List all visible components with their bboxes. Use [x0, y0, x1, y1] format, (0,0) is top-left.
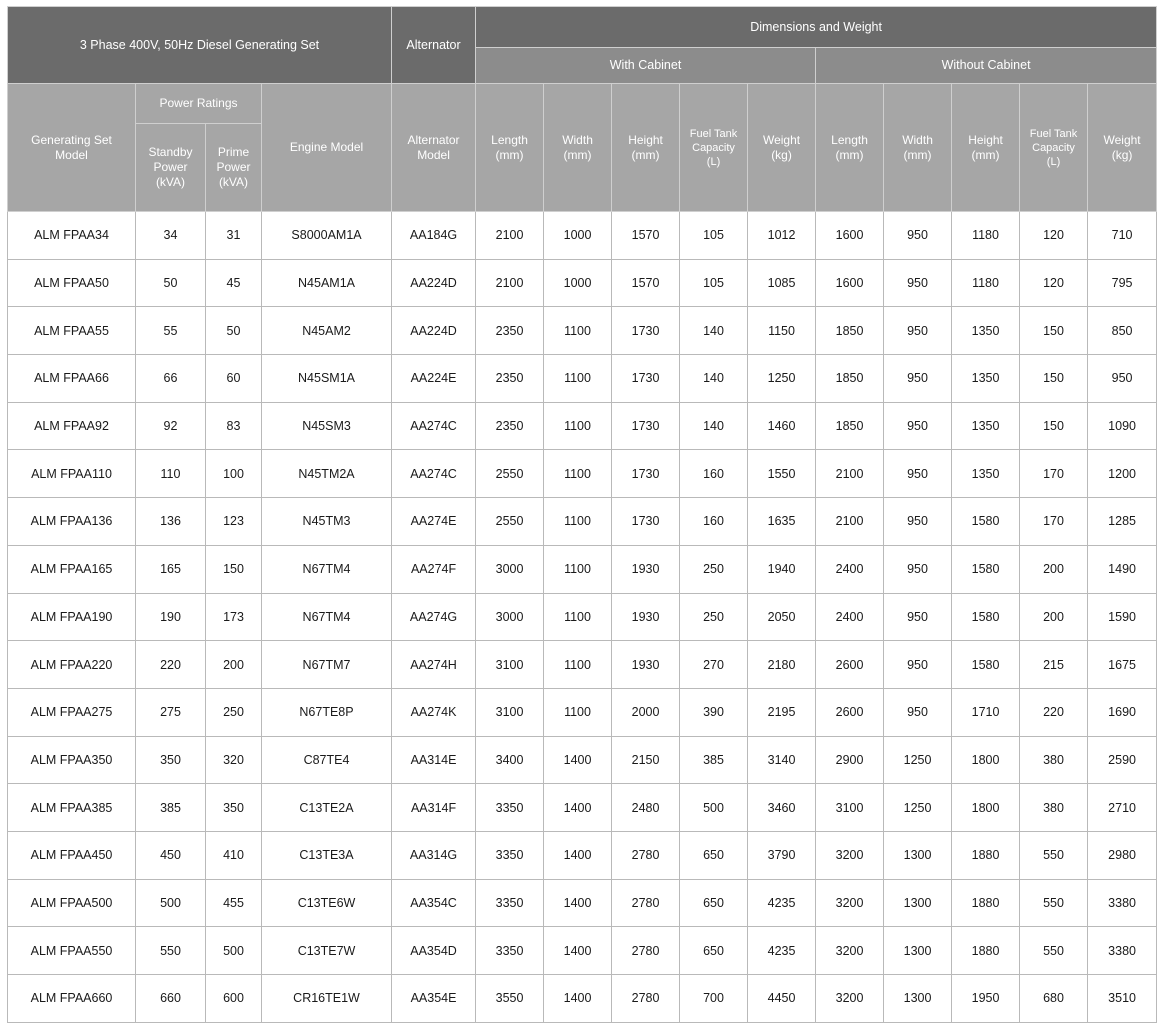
cell-without-width: 1250	[884, 736, 952, 784]
cell-alternator-model: AA274K	[392, 688, 476, 736]
cell-without-fuel-tank: 120	[1020, 259, 1088, 307]
cell-with-fuel-tank: 160	[680, 498, 748, 546]
cell-with-height: 1730	[612, 355, 680, 403]
cell-with-weight: 1635	[748, 498, 816, 546]
cell-alternator-model: AA184G	[392, 212, 476, 260]
cell-model: ALM FPAA190	[8, 593, 136, 641]
table-row	[8, 879, 1157, 927]
cell-without-width: 950	[884, 641, 952, 689]
cell-prime-power: 200	[206, 641, 262, 689]
cell-with-height: 2780	[612, 975, 680, 1023]
cell-without-weight: 1090	[1088, 402, 1157, 450]
table-row	[8, 831, 1157, 879]
cell-without-fuel-tank: 680	[1020, 975, 1088, 1023]
cell-standby-power: 136	[136, 498, 206, 546]
table-row	[8, 641, 1157, 689]
cell-standby-power: 92	[136, 402, 206, 450]
cell-prime-power: 150	[206, 545, 262, 593]
cell-engine-model: N45TM3	[262, 498, 392, 546]
cell-model: ALM FPAA350	[8, 736, 136, 784]
cell-engine-model: N45SM1A	[262, 355, 392, 403]
cell-with-height: 2480	[612, 784, 680, 832]
cell-with-width: 1400	[544, 736, 612, 784]
table-row	[8, 975, 1157, 1023]
cell-without-weight: 795	[1088, 259, 1157, 307]
cell-standby-power: 550	[136, 927, 206, 975]
cell-with-fuel-tank: 160	[680, 450, 748, 498]
cell-without-weight: 950	[1088, 355, 1157, 403]
cell-standby-power: 165	[136, 545, 206, 593]
cell-without-weight: 1285	[1088, 498, 1157, 546]
cell-without-weight: 2710	[1088, 784, 1157, 832]
cell-with-width: 1400	[544, 831, 612, 879]
generator-spec-table	[7, 6, 1157, 1023]
cell-without-length: 1600	[816, 259, 884, 307]
cell-with-fuel-tank: 650	[680, 831, 748, 879]
cell-without-weight: 1590	[1088, 593, 1157, 641]
cell-with-width: 1400	[544, 879, 612, 927]
cell-without-fuel-tank: 150	[1020, 355, 1088, 403]
table-title: 3 Phase 400V, 50Hz Diesel Generating Set	[8, 7, 392, 84]
cell-with-weight: 1550	[748, 450, 816, 498]
cell-with-height: 1930	[612, 593, 680, 641]
cell-with-weight: 2050	[748, 593, 816, 641]
cell-with-weight: 1940	[748, 545, 816, 593]
dimensions-weight-header: Dimensions and Weight	[476, 7, 1157, 48]
cell-model: ALM FPAA92	[8, 402, 136, 450]
cell-with-length: 2100	[476, 259, 544, 307]
cell-with-width: 1100	[544, 402, 612, 450]
table-row	[8, 927, 1157, 975]
col-with-cabinet-width: Width (mm)	[544, 84, 612, 212]
cell-without-fuel-tank: 380	[1020, 736, 1088, 784]
cell-without-width: 1250	[884, 784, 952, 832]
cell-standby-power: 350	[136, 736, 206, 784]
cell-with-length: 3100	[476, 688, 544, 736]
cell-with-width: 1100	[544, 498, 612, 546]
cell-with-fuel-tank: 390	[680, 688, 748, 736]
cell-standby-power: 110	[136, 450, 206, 498]
cell-prime-power: 60	[206, 355, 262, 403]
table-row	[8, 402, 1157, 450]
cell-without-fuel-tank: 550	[1020, 831, 1088, 879]
cell-with-width: 1400	[544, 784, 612, 832]
cell-model: ALM FPAA660	[8, 975, 136, 1023]
table-row	[8, 259, 1157, 307]
cell-with-fuel-tank: 250	[680, 545, 748, 593]
cell-prime-power: 600	[206, 975, 262, 1023]
cell-without-weight: 2980	[1088, 831, 1157, 879]
cell-without-length: 2600	[816, 688, 884, 736]
table-row	[8, 545, 1157, 593]
cell-without-fuel-tank: 200	[1020, 593, 1088, 641]
cell-prime-power: 50	[206, 307, 262, 355]
cell-with-length: 2350	[476, 402, 544, 450]
cell-without-length: 2900	[816, 736, 884, 784]
table-row	[8, 688, 1157, 736]
cell-without-length: 1850	[816, 355, 884, 403]
cell-with-length: 3100	[476, 641, 544, 689]
cell-with-width: 1000	[544, 259, 612, 307]
cell-with-height: 2780	[612, 831, 680, 879]
col-standby-power: Standby Power (kVA)	[136, 124, 206, 212]
table-body	[8, 212, 1157, 1023]
cell-without-length: 1850	[816, 307, 884, 355]
cell-with-length: 2550	[476, 450, 544, 498]
cell-with-length: 2350	[476, 355, 544, 403]
table-header	[8, 7, 1157, 212]
cell-without-length: 2100	[816, 450, 884, 498]
cell-alternator-model: AA274H	[392, 641, 476, 689]
cell-without-width: 950	[884, 402, 952, 450]
table-row	[8, 307, 1157, 355]
cell-with-height: 1930	[612, 641, 680, 689]
cell-engine-model: N45AM2	[262, 307, 392, 355]
cell-model: ALM FPAA450	[8, 831, 136, 879]
col-without-cabinet-length: Length (mm)	[816, 84, 884, 212]
cell-with-length: 3000	[476, 545, 544, 593]
cell-with-weight: 2195	[748, 688, 816, 736]
cell-without-weight: 2590	[1088, 736, 1157, 784]
cell-alternator-model: AA274C	[392, 450, 476, 498]
cell-with-weight: 3790	[748, 831, 816, 879]
cell-with-weight: 3460	[748, 784, 816, 832]
cell-with-width: 1100	[544, 450, 612, 498]
cell-with-height: 2150	[612, 736, 680, 784]
cell-prime-power: 500	[206, 927, 262, 975]
cell-engine-model: C87TE4	[262, 736, 392, 784]
cell-without-height: 1800	[952, 784, 1020, 832]
cell-without-fuel-tank: 380	[1020, 784, 1088, 832]
cell-without-height: 1880	[952, 879, 1020, 927]
cell-with-weight: 3140	[748, 736, 816, 784]
cell-without-width: 1300	[884, 879, 952, 927]
cell-without-width: 950	[884, 545, 952, 593]
cell-standby-power: 50	[136, 259, 206, 307]
with-cabinet-header: With Cabinet	[476, 48, 816, 84]
cell-without-height: 1800	[952, 736, 1020, 784]
cell-standby-power: 34	[136, 212, 206, 260]
cell-engine-model: N67TM4	[262, 545, 392, 593]
cell-without-height: 1580	[952, 593, 1020, 641]
col-prime-power: Prime Power (kVA)	[206, 124, 262, 212]
power-ratings-header: Power Ratings	[136, 84, 262, 124]
cell-engine-model: N67TE8P	[262, 688, 392, 736]
cell-without-fuel-tank: 120	[1020, 212, 1088, 260]
cell-without-height: 1580	[952, 641, 1020, 689]
cell-without-length: 2400	[816, 545, 884, 593]
col-with-cabinet-fuel-tank: Fuel Tank Capacity (L)	[680, 84, 748, 212]
cell-without-fuel-tank: 170	[1020, 498, 1088, 546]
cell-with-width: 1400	[544, 927, 612, 975]
cell-without-height: 1580	[952, 498, 1020, 546]
cell-without-height: 1880	[952, 831, 1020, 879]
cell-without-height: 1180	[952, 212, 1020, 260]
cell-without-fuel-tank: 550	[1020, 927, 1088, 975]
cell-with-weight: 4235	[748, 927, 816, 975]
cell-with-height: 2780	[612, 927, 680, 975]
cell-without-fuel-tank: 150	[1020, 402, 1088, 450]
cell-with-fuel-tank: 700	[680, 975, 748, 1023]
cell-without-height: 1350	[952, 450, 1020, 498]
cell-with-width: 1100	[544, 545, 612, 593]
cell-prime-power: 123	[206, 498, 262, 546]
cell-with-height: 2780	[612, 879, 680, 927]
cell-with-fuel-tank: 140	[680, 355, 748, 403]
col-without-cabinet-fuel-tank: Fuel Tank Capacity (L)	[1020, 84, 1088, 212]
cell-model: ALM FPAA385	[8, 784, 136, 832]
cell-engine-model: N45SM3	[262, 402, 392, 450]
cell-alternator-model: AA224E	[392, 355, 476, 403]
cell-without-length: 1600	[816, 212, 884, 260]
cell-with-fuel-tank: 250	[680, 593, 748, 641]
cell-without-height: 1180	[952, 259, 1020, 307]
cell-without-width: 950	[884, 498, 952, 546]
cell-with-height: 1730	[612, 402, 680, 450]
cell-without-height: 1950	[952, 975, 1020, 1023]
cell-standby-power: 450	[136, 831, 206, 879]
col-without-cabinet-weight: Weight (kg)	[1088, 84, 1157, 212]
cell-with-fuel-tank: 140	[680, 307, 748, 355]
cell-without-weight: 1690	[1088, 688, 1157, 736]
cell-with-length: 2550	[476, 498, 544, 546]
cell-with-length: 3350	[476, 879, 544, 927]
cell-without-width: 950	[884, 688, 952, 736]
cell-model: ALM FPAA550	[8, 927, 136, 975]
cell-without-height: 1350	[952, 307, 1020, 355]
cell-without-length: 2600	[816, 641, 884, 689]
cell-model: ALM FPAA34	[8, 212, 136, 260]
cell-without-fuel-tank: 220	[1020, 688, 1088, 736]
cell-alternator-model: AA274C	[392, 402, 476, 450]
cell-with-fuel-tank: 650	[680, 927, 748, 975]
cell-model: ALM FPAA220	[8, 641, 136, 689]
cell-with-length: 2100	[476, 212, 544, 260]
cell-without-width: 950	[884, 307, 952, 355]
cell-with-width: 1400	[544, 975, 612, 1023]
cell-without-fuel-tank: 215	[1020, 641, 1088, 689]
cell-prime-power: 350	[206, 784, 262, 832]
col-without-cabinet-height: Height (mm)	[952, 84, 1020, 212]
cell-engine-model: S8000AM1A	[262, 212, 392, 260]
cell-with-weight: 1250	[748, 355, 816, 403]
cell-with-weight: 4235	[748, 879, 816, 927]
cell-with-length: 3400	[476, 736, 544, 784]
cell-engine-model: CR16TE1W	[262, 975, 392, 1023]
cell-alternator-model: AA274F	[392, 545, 476, 593]
cell-prime-power: 83	[206, 402, 262, 450]
cell-model: ALM FPAA50	[8, 259, 136, 307]
cell-engine-model: N45TM2A	[262, 450, 392, 498]
cell-with-weight: 1460	[748, 402, 816, 450]
cell-prime-power: 250	[206, 688, 262, 736]
cell-with-height: 1570	[612, 259, 680, 307]
cell-model: ALM FPAA55	[8, 307, 136, 355]
cell-prime-power: 320	[206, 736, 262, 784]
cell-prime-power: 410	[206, 831, 262, 879]
cell-model: ALM FPAA66	[8, 355, 136, 403]
cell-engine-model: C13TE3A	[262, 831, 392, 879]
cell-with-fuel-tank: 650	[680, 879, 748, 927]
cell-with-width: 1100	[544, 688, 612, 736]
cell-alternator-model: AA314G	[392, 831, 476, 879]
cell-without-length: 3200	[816, 975, 884, 1023]
cell-with-height: 1730	[612, 450, 680, 498]
cell-without-length: 2100	[816, 498, 884, 546]
cell-without-weight: 3380	[1088, 927, 1157, 975]
cell-without-length: 3100	[816, 784, 884, 832]
cell-standby-power: 190	[136, 593, 206, 641]
cell-with-width: 1100	[544, 355, 612, 403]
table-row	[8, 784, 1157, 832]
cell-with-weight: 4450	[748, 975, 816, 1023]
cell-without-length: 3200	[816, 927, 884, 975]
cell-alternator-model: AA354E	[392, 975, 476, 1023]
cell-with-height: 1570	[612, 212, 680, 260]
cell-with-fuel-tank: 105	[680, 212, 748, 260]
cell-with-length: 2350	[476, 307, 544, 355]
cell-with-height: 2000	[612, 688, 680, 736]
table-row	[8, 355, 1157, 403]
cell-with-weight: 2180	[748, 641, 816, 689]
cell-with-height: 1730	[612, 307, 680, 355]
cell-alternator-model: AA314F	[392, 784, 476, 832]
cell-with-length: 3000	[476, 593, 544, 641]
cell-prime-power: 100	[206, 450, 262, 498]
cell-standby-power: 660	[136, 975, 206, 1023]
cell-without-weight: 1490	[1088, 545, 1157, 593]
without-cabinet-header: Without Cabinet	[816, 48, 1157, 84]
cell-alternator-model: AA354D	[392, 927, 476, 975]
cell-engine-model: N67TM4	[262, 593, 392, 641]
cell-prime-power: 173	[206, 593, 262, 641]
cell-standby-power: 66	[136, 355, 206, 403]
cell-without-length: 3200	[816, 831, 884, 879]
cell-alternator-model: AA354C	[392, 879, 476, 927]
cell-without-fuel-tank: 200	[1020, 545, 1088, 593]
col-with-cabinet-height: Height (mm)	[612, 84, 680, 212]
cell-with-fuel-tank: 500	[680, 784, 748, 832]
cell-without-height: 1350	[952, 402, 1020, 450]
cell-with-width: 1100	[544, 641, 612, 689]
cell-without-height: 1710	[952, 688, 1020, 736]
cell-model: ALM FPAA110	[8, 450, 136, 498]
cell-with-weight: 1150	[748, 307, 816, 355]
cell-without-height: 1880	[952, 927, 1020, 975]
cell-without-fuel-tank: 170	[1020, 450, 1088, 498]
cell-without-width: 1300	[884, 975, 952, 1023]
cell-standby-power: 275	[136, 688, 206, 736]
cell-without-length: 3200	[816, 879, 884, 927]
cell-without-weight: 1675	[1088, 641, 1157, 689]
cell-without-length: 2400	[816, 593, 884, 641]
cell-without-weight: 3510	[1088, 975, 1157, 1023]
cell-engine-model: C13TE6W	[262, 879, 392, 927]
cell-with-fuel-tank: 385	[680, 736, 748, 784]
cell-without-weight: 850	[1088, 307, 1157, 355]
cell-without-width: 950	[884, 355, 952, 403]
cell-engine-model: N67TM7	[262, 641, 392, 689]
alternator-group-header: Alternator	[392, 7, 476, 84]
cell-without-width: 1300	[884, 831, 952, 879]
cell-without-width: 950	[884, 450, 952, 498]
cell-without-fuel-tank: 550	[1020, 879, 1088, 927]
cell-without-fuel-tank: 150	[1020, 307, 1088, 355]
cell-without-weight: 710	[1088, 212, 1157, 260]
cell-with-weight: 1012	[748, 212, 816, 260]
table-row	[8, 736, 1157, 784]
cell-model: ALM FPAA500	[8, 879, 136, 927]
cell-without-weight: 3380	[1088, 879, 1157, 927]
cell-without-width: 1300	[884, 927, 952, 975]
cell-standby-power: 385	[136, 784, 206, 832]
cell-alternator-model: AA224D	[392, 307, 476, 355]
cell-with-length: 3350	[476, 784, 544, 832]
cell-alternator-model: AA314E	[392, 736, 476, 784]
table-row	[8, 498, 1157, 546]
col-with-cabinet-length: Length (mm)	[476, 84, 544, 212]
cell-with-length: 3350	[476, 831, 544, 879]
cell-with-fuel-tank: 140	[680, 402, 748, 450]
cell-without-weight: 1200	[1088, 450, 1157, 498]
cell-without-length: 1850	[816, 402, 884, 450]
cell-standby-power: 500	[136, 879, 206, 927]
cell-with-height: 1930	[612, 545, 680, 593]
cell-without-width: 950	[884, 259, 952, 307]
cell-with-height: 1730	[612, 498, 680, 546]
cell-engine-model: C13TE2A	[262, 784, 392, 832]
cell-with-length: 3550	[476, 975, 544, 1023]
cell-without-height: 1350	[952, 355, 1020, 403]
cell-without-height: 1580	[952, 545, 1020, 593]
table-row	[8, 450, 1157, 498]
cell-prime-power: 455	[206, 879, 262, 927]
cell-alternator-model: AA224D	[392, 259, 476, 307]
col-alternator-model: Alternator Model	[392, 84, 476, 212]
cell-engine-model: N45AM1A	[262, 259, 392, 307]
cell-with-weight: 1085	[748, 259, 816, 307]
col-generating-set-model: Generating Set Model	[8, 84, 136, 212]
table-row	[8, 593, 1157, 641]
cell-without-width: 950	[884, 212, 952, 260]
cell-model: ALM FPAA165	[8, 545, 136, 593]
cell-with-width: 1100	[544, 593, 612, 641]
cell-alternator-model: AA274G	[392, 593, 476, 641]
cell-alternator-model: AA274E	[392, 498, 476, 546]
cell-with-width: 1100	[544, 307, 612, 355]
cell-prime-power: 31	[206, 212, 262, 260]
cell-with-length: 3350	[476, 927, 544, 975]
cell-with-fuel-tank: 270	[680, 641, 748, 689]
cell-standby-power: 55	[136, 307, 206, 355]
cell-standby-power: 220	[136, 641, 206, 689]
cell-prime-power: 45	[206, 259, 262, 307]
cell-without-width: 950	[884, 593, 952, 641]
table-row	[8, 212, 1157, 260]
col-engine-model: Engine Model	[262, 84, 392, 212]
cell-model: ALM FPAA275	[8, 688, 136, 736]
cell-engine-model: C13TE7W	[262, 927, 392, 975]
col-without-cabinet-width: Width (mm)	[884, 84, 952, 212]
cell-with-fuel-tank: 105	[680, 259, 748, 307]
cell-model: ALM FPAA136	[8, 498, 136, 546]
col-with-cabinet-weight: Weight (kg)	[748, 84, 816, 212]
cell-with-width: 1000	[544, 212, 612, 260]
